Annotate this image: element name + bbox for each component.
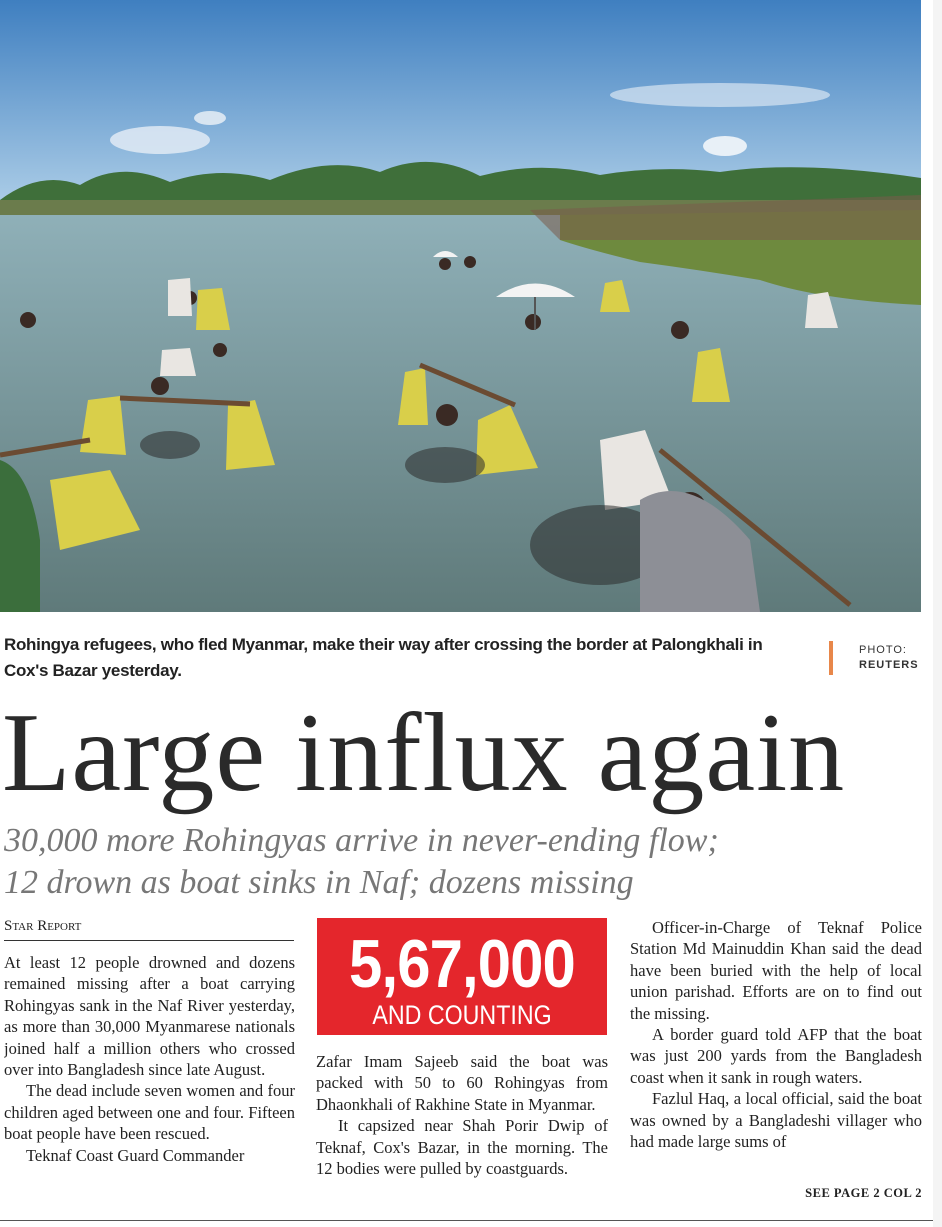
headline: Large influx again — [2, 691, 846, 815]
subheadline — [4, 820, 904, 904]
credit-label: PHOTO: — [859, 644, 907, 656]
paragraph: Fazlul Haq, a local official, said the boat was owned by a Bangladeshi villager who had made large sums of — [630, 1089, 922, 1152]
article-column-2 — [316, 1051, 608, 1179]
subheadline-line-1: 30,000 more Rohingyas arrive in never-ending flow; — [4, 822, 719, 859]
article-column-3 — [630, 917, 922, 1152]
paragraph: Teknaf Coast Guard Commander — [26, 1145, 245, 1165]
credit-source: REUTERS — [859, 659, 919, 671]
paragraph: It capsized near Shah Porir Dwip of Teknaf, Cox's Bazar, in the morning. The 12 bodies were pulled by coastguards. — [316, 1116, 608, 1179]
news-photo — [0, 0, 921, 612]
bottom-rule — [0, 1220, 942, 1221]
article-column-1 — [4, 952, 295, 1206]
credit-divider — [829, 641, 833, 675]
paragraph: At least 12 people drowned and dozens remained missing after a boat carrying Rohingyas sank in the Naf River yesterday, as more than 30,000 Myanmarese nationals joined half a million others who crossed over into Bangladesh since late August. — [4, 953, 295, 1080]
page-edge — [933, 0, 942, 1227]
paragraph: The dead include seven women and four children aged between one and four. Fifteen boat people have been rescued. — [4, 1081, 295, 1144]
photo-credit — [859, 643, 919, 673]
stat-label: AND COUNTING — [372, 1000, 552, 1030]
byline: Star Report — [4, 918, 294, 941]
photo-caption: Rohingya refugees, who fled Myanmar, make their way after crossing the border at Palongkhali in Cox's Bazar yesterday. — [4, 635, 763, 680]
continued-on-link[interactable]: SEE PAGE 2 COL 2 — [805, 1186, 922, 1200]
paragraph: Zafar Imam Sajeeb said the boat was packed with 50 to 60 Rohingyas from Dhaonkhali of Rakhine State in Myanmar. — [316, 1052, 608, 1114]
paragraph: Officer-in-Charge of Teknaf Police Station Md Mainuddin Khan said the dead have been buried with the help of local union parishad. Efforts are on to find out the missing. — [630, 918, 922, 1023]
paragraph: A border guard told AFP that the boat was just 200 yards from the Bangladesh coast when it sank in rough waters. — [630, 1025, 922, 1087]
stat-box — [317, 918, 607, 1035]
stat-number: 5,67,000 — [349, 926, 575, 1002]
subheadline-line-2: 12 drown as boat sinks in Naf; dozens missing — [4, 864, 634, 901]
